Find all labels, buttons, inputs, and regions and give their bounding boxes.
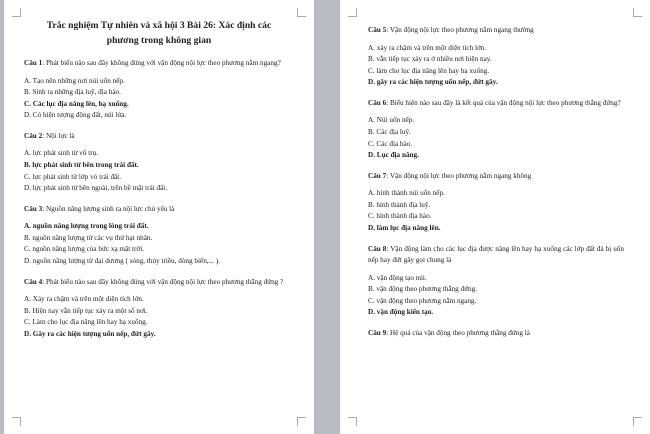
question (24, 277, 294, 289)
answer-option: C. vận động theo phương nằm ngang. (368, 296, 477, 305)
answer-option: B. vận động theo phương thẳng đứng. (368, 285, 478, 294)
page-corner-mark (297, 417, 306, 426)
question-number: Câu 5 (368, 26, 387, 34)
question-number: Câu 9 (368, 329, 387, 337)
page-corner-mark (348, 8, 357, 17)
answer-option: C. làm cho lục địa nâng lên hay hạ xuống. (368, 66, 490, 75)
question-text: : Vận động nội lực theo phương nằm ngang thường (386, 26, 534, 34)
question (368, 244, 624, 267)
answer-options (24, 76, 294, 122)
answer-option-correct: C. Các lục địa nâng lên, hạ xuống. (24, 99, 129, 108)
answer-option: B. vẫn tiếp tục xảy ra ở nhiều nơi hiện nay. (368, 55, 492, 64)
document-page-left (4, 0, 314, 434)
answer-option: C. hình thành địa hào. (368, 212, 432, 221)
answer-option: B. nguồn năng lượng từ các vụ thử hạt nhân. (24, 233, 153, 242)
question-number: Câu 8 (368, 244, 387, 253)
question-text: : Hệ quả của vận động theo phương thẳng đứng là (386, 329, 530, 337)
question-number: Câu 1 (24, 59, 43, 67)
answer-options (368, 188, 624, 234)
page-corner-mark (12, 417, 21, 426)
answer-options (24, 221, 294, 267)
answer-option: A. Tạo nên những nơi núi uốn nếp. (24, 76, 125, 85)
question-text: : Nguồn năng lượng sinh ra nội lực chủ yếu là (42, 204, 175, 213)
answer-option: B. hình thành địa luỹ. (368, 200, 431, 209)
question-list (368, 25, 624, 340)
question (24, 204, 294, 216)
answer-option: D. lực phát sinh từ bên ngoài, trên bề mặt trái đất. (24, 184, 168, 193)
question (368, 171, 624, 183)
answer-option-correct: D. Gây ra các hiện tượng uốn nếp, đứt gãy. (24, 329, 156, 338)
question-text: : Phát biểu nào sau đây không đúng với vận động nội lực theo phương nằm ngang? (42, 59, 281, 67)
answer-option: A. lực phát sinh từ vũ trụ. (24, 149, 99, 158)
question-text: : Nội lực là (42, 131, 75, 140)
question-text: : Phát biểu nào sau đây không đúng với vận động nội lực theo phương thẳng đứng ? (42, 277, 284, 286)
page-corner-mark (12, 8, 21, 17)
question-text: : Vận động nội lực theo phương nằm ngang không (386, 171, 532, 180)
answer-options (368, 273, 624, 319)
answer-option: A. Núi uốn nếp. (368, 116, 415, 125)
answer-option: B. Sinh ra những địa luỹ, địa hào. (24, 88, 121, 97)
answer-option: A. hình thành núi uốn nếp. (368, 189, 445, 198)
answer-option: C. Làm cho lục địa nâng lên hay hạ xuống. (24, 318, 148, 327)
answer-option-correct: D. làm lục địa nâng lên. (368, 224, 441, 233)
answer-option: D. Có hiện tượng động đất, núi lửa. (24, 111, 127, 120)
answer-option-correct: A. nguồn năng lượng trong lòng trái đất. (24, 222, 149, 231)
question-list (24, 58, 294, 341)
page-corner-mark (348, 417, 357, 426)
answer-option-correct: D. vận động kiến tạo. (368, 308, 434, 317)
question-number: Câu 3 (24, 204, 43, 213)
page-corner-mark (633, 417, 642, 426)
answer-option-correct: D. gây ra các hiện tượng uốn nếp, đứt gãy. (368, 78, 498, 87)
question (24, 131, 294, 143)
document-title: Trắc nghiệm Tự nhiên và xã hội 3 Bài 26: Xác định các phương trong không gian (46, 20, 272, 46)
document-page-right (340, 0, 650, 434)
page-corner-mark (633, 8, 642, 17)
question-number: Câu 7 (368, 171, 387, 180)
answer-option: C. Các địa hào. (368, 139, 413, 148)
answer-option: C. lực phát sinh từ lớp vỏ trái đất. (24, 172, 122, 181)
answer-option: B. Hiện nay vẫn tiếp tục xảy ra một số nơi. (24, 306, 148, 315)
answer-options (24, 148, 294, 194)
answer-option-correct: D. Lục địa nâng. (368, 151, 419, 160)
answer-option: A. Xảy ra chậm và trên một diện tích lớn. (24, 295, 144, 304)
answer-options (368, 43, 624, 89)
answer-option: A. xảy ra chậm và trên một diện tích lớn. (368, 43, 487, 52)
answer-option: A. vận động tạo núi. (368, 273, 427, 282)
question-number: Câu 6 (368, 98, 387, 107)
question-number: Câu 4 (24, 277, 43, 286)
page-corner-mark (297, 8, 306, 17)
answer-option-correct: B. lực phát sinh từ bên trong trái đất. (24, 160, 139, 169)
question (368, 328, 624, 340)
question-text: : Vận động làm cho các lục địa được nâng lên hay hạ xuống các lớp đất đá bị uốn nếp hay đứt gãy gọi chung là (368, 244, 624, 265)
answer-options (24, 294, 294, 340)
answer-option: D. nguồn năng lượng từ đại dương ( sóng, thủy triều, dòng biển,... ). (24, 257, 220, 266)
answer-option: B. Các địa luỹ. (368, 127, 411, 136)
question (368, 25, 624, 37)
question-number: Câu 2 (24, 131, 43, 140)
question (368, 98, 624, 110)
question-text: : Biểu hiện nào sau đây là kết quả của vận động nội lực theo phương thẳng đứng? (386, 98, 621, 107)
question (24, 58, 294, 70)
answer-option: C. nguồn năng lượng của bức xạ mặt trời. (24, 245, 144, 254)
answer-options (368, 115, 624, 161)
